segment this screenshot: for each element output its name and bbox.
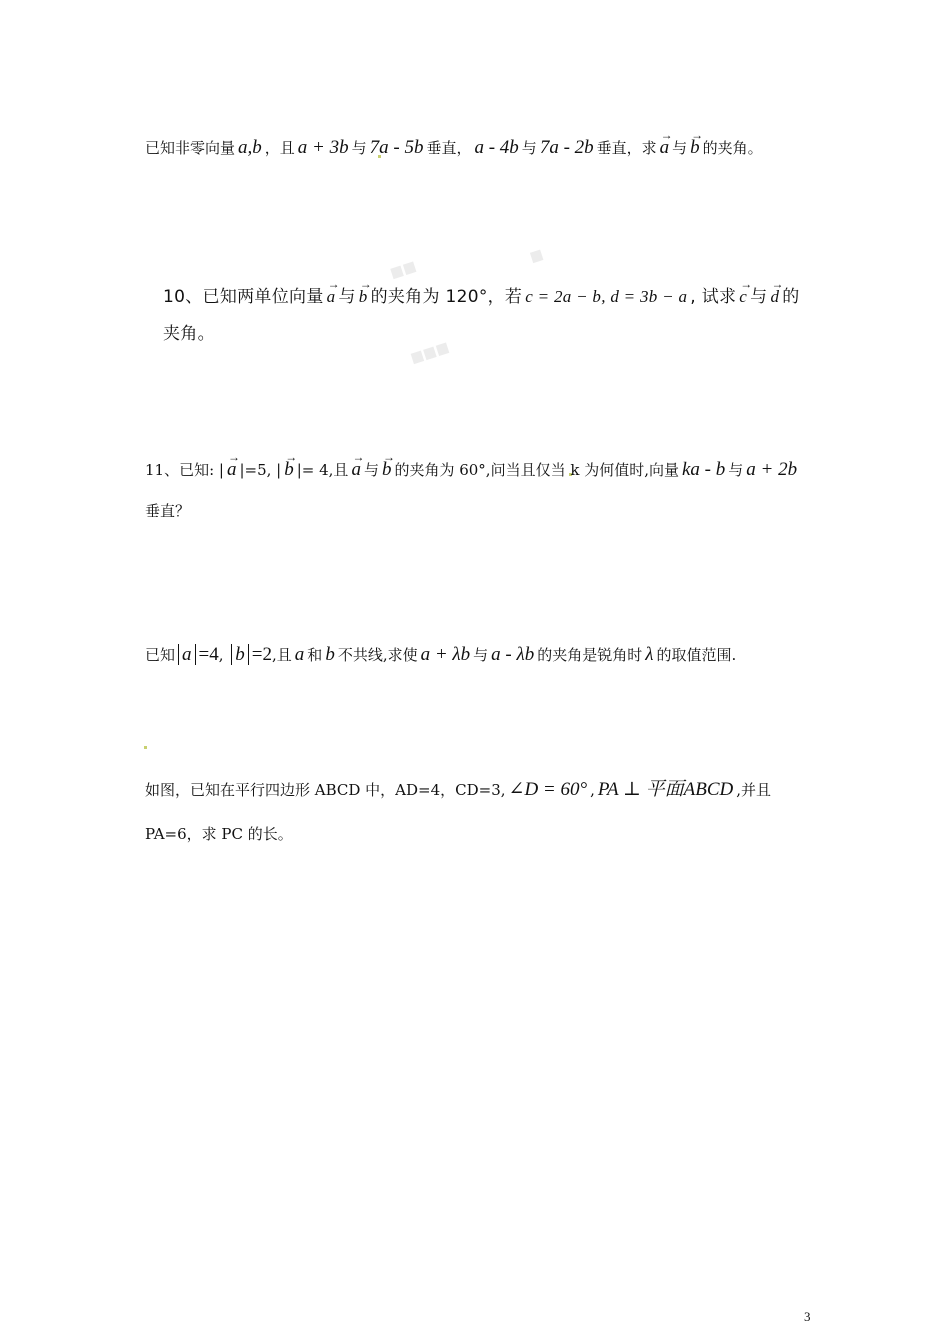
abs-b: b: [231, 644, 249, 665]
vector-a: → a: [351, 460, 361, 480]
vector-b: → b: [690, 138, 700, 158]
var-b: b: [325, 644, 335, 665]
watermark: ■■: [388, 258, 419, 282]
question-1: 已知非零向量 a,b ，且 a + 3b 与 7a - 5b 垂直， a - 4b 与 7a - 2b 垂直，求→ a 与→ b 的夹角。: [145, 138, 763, 158]
vector-b: → b: [382, 460, 392, 480]
question-11: 11、已知: |→ a |=5, |→ b |= 4,且→ a 与→ b 的夹角为 60°,问当且仅当 k 为何值时,向量 ka - b 与 a + 2b: [145, 460, 800, 480]
question-10-line2: 夹角。: [163, 324, 215, 344]
var-lambda: λ: [645, 644, 654, 665]
expr-a-plus-lambda-b: a + λb: [420, 644, 471, 665]
vector-a: → a: [327, 287, 336, 307]
question-13: 如图，已知在平行四边形 ABCD 中，AD=4，CD=3, ∠D = 60° , PA ⊥ 平面ABCD ,并且: [145, 779, 772, 800]
question-12: 已知 a =4, b =2,且 a 和 b 不共线,求使 a + λb 与 a - λb 的夹角是锐角时 λ 的取值范围.: [145, 644, 737, 665]
pa-perp-plane: PA ⊥ 平面ABCD: [597, 779, 734, 800]
expr-7a-minus-2b: 7a - 2b: [539, 137, 594, 158]
abs-a: a: [178, 644, 196, 665]
question-13-line2: PA=6，求 PC 的长。: [145, 825, 293, 843]
expr-ka-minus-b: ka - b: [681, 459, 726, 480]
expr-a-minus-4b: a - 4b: [474, 137, 519, 158]
question-11-line2: 垂直？: [145, 502, 191, 520]
vectors-a-b: a,b: [238, 137, 262, 158]
vector-a: → a: [227, 460, 237, 480]
vector-b: → b: [284, 460, 294, 480]
var-a: a: [294, 644, 305, 665]
expr-7a-minus-5b: 7a - 5b: [369, 137, 424, 158]
question-10: 10、已知两单位向量→ a 与→ b 的夹角为 120°，若 c = 2a − b, d = 3b − a , 试求→ c 与→ d 的: [163, 287, 800, 307]
decorative-dot: [144, 746, 147, 749]
angle-d: ∠D = 60°: [508, 779, 588, 800]
expr-c-d: c = 2a − b, d = 3b − a: [525, 287, 688, 306]
expr-a-plus-2b: a + 2b: [746, 459, 798, 480]
watermark: ■: [527, 246, 546, 266]
vector-c: → c: [739, 287, 747, 307]
expr-a-minus-lambda-b: a - λb: [491, 644, 535, 665]
page-number: 3: [804, 1309, 811, 1324]
expr-a-plus-3b: a + 3b: [297, 137, 349, 158]
vector-d: → d: [770, 287, 779, 307]
watermark: ■■■: [408, 339, 452, 367]
vector-a: → a: [660, 138, 670, 158]
vector-b: → b: [359, 287, 368, 307]
